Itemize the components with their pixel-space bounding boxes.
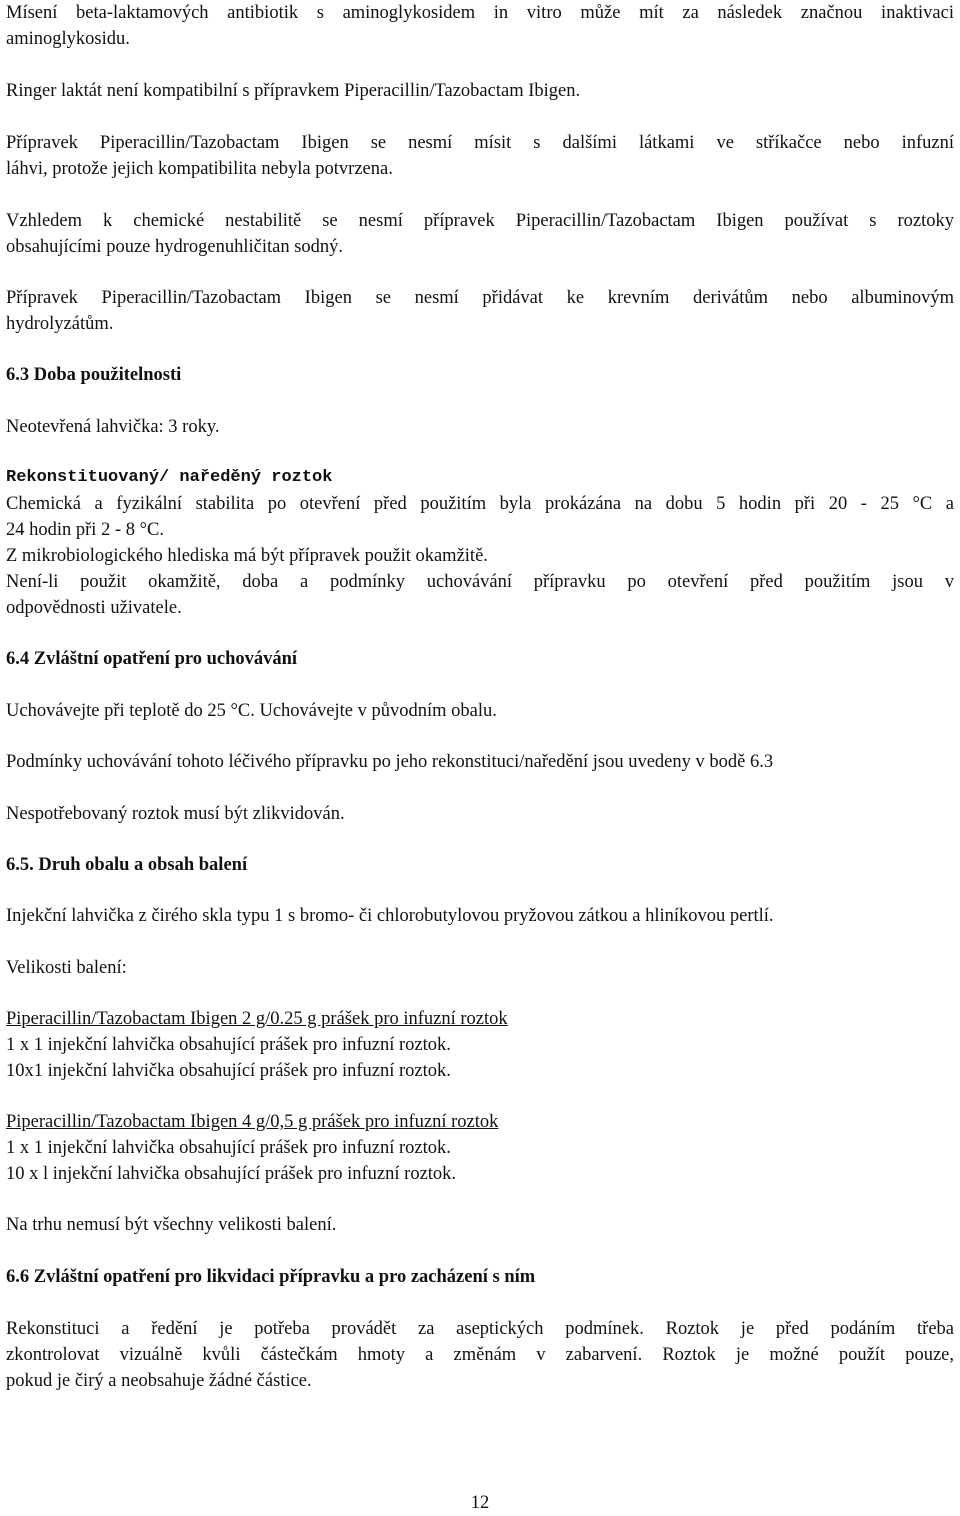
paragraph-line: Podmínky uchovávání tohoto léčivého přípravku po jeho rekonstituci/naředění jsou uvedeny v bodě 6.3 (6, 752, 774, 772)
paragraph-line: pokud je čirý a neobsahuje žádné částice. (6, 1371, 312, 1391)
product-title: Piperacillin/Tazobactam Ibigen 2 g/0.25 g prášek pro infuzní roztok (6, 1009, 508, 1029)
paragraph-line: Není-li použit okamžitě, doba a podmínky uchovávání přípravku po otevření před použitím jsou v (6, 572, 954, 592)
paragraph-line: Mísení beta-laktamových antibiotik s aminoglykosidem in vitro může mít za následek značnou inaktivaci (6, 3, 954, 23)
paragraph-line: Injekční lahvička z čirého skla typu 1 s bromo- či chlorobutylovou pryžovou zátkou a hliníkovou pertlí. (6, 906, 774, 926)
pack-size-note: Na trhu nemusí být všechny velikosti balení. (6, 1215, 337, 1235)
paragraph-line: aminoglykosidu. (6, 29, 130, 49)
paragraph-line: 24 hodin při 2 - 8 °C. (6, 520, 164, 540)
product-title: Piperacillin/Tazobactam Ibigen 4 g/0,5 g prášek pro infuzní roztok (6, 1112, 499, 1132)
section-heading-6-6: 6.6 Zvláštní opatření pro likvidaci přípravku a pro zacházení s ním (6, 1267, 536, 1287)
paragraph-line: Přípravek Piperacillin/Tazobactam Ibigen se nesmí mísit s dalšími látkami ve stříkačce nebo infuzní (6, 133, 954, 153)
paragraph-line: Vzhledem k chemické nestabilitě se nesmí přípravek Piperacillin/Tazobactam Ibigen používat s roztoky (6, 211, 954, 231)
paragraph-line: Přípravek Piperacillin/Tazobactam Ibigen se nesmí přidávat ke krevním derivátům nebo albuminovým (6, 288, 954, 308)
paragraph-line: zkontrolovat vizuálně kvůli částečkám hmoty a změnám v zabarvení. Roztok je možné použít pouze, (6, 1345, 954, 1365)
pack-size-item: 10x1 injekční lahvička obsahující prášek pro infuzní roztok. (6, 1061, 451, 1081)
section-heading-6-4: 6.4 Zvláštní opatření pro uchovávání (6, 649, 298, 669)
paragraph-line: Uchovávejte při teplotě do 25 °C. Uchovávejte v původním obalu. (6, 701, 497, 721)
pack-size-item: 10 x l injekční lahvička obsahující prášek pro infuzní roztok. (6, 1164, 457, 1184)
section-heading-6-5: 6.5. Druh obalu a obsah balení (6, 855, 248, 875)
paragraph-line: Z mikrobiologického hlediska má být přípravek použit okamžitě. (6, 546, 488, 566)
paragraph-line: hydrolyzátům. (6, 314, 114, 334)
paragraph-line: obsahujícími pouze hydrogenuhličitan sodný. (6, 237, 344, 257)
paragraph-line: Ringer laktát není kompatibilní s přípravkem Piperacillin/Tazobactam Ibigen. (6, 81, 581, 101)
unopened-shelf-life: Neotevřená lahvička: 3 roky. (6, 417, 220, 437)
paragraph-line: Rekonstituci a ředění je potřeba provádět za aseptických podmínek. Roztok je před podáním třeba (6, 1319, 954, 1339)
section-heading-6-3: 6.3 Doba použitelnosti (6, 365, 182, 385)
paragraph-line: Chemická a fyzikální stabilita po otevření před použitím byla prokázána na dobu 5 hodin při 20 - 25 °C a (6, 494, 954, 514)
pack-size-item: 1 x 1 injekční lahvička obsahující prášek pro infuzní roztok. (6, 1035, 451, 1055)
sub-heading-reconstituted: Rekonstituovaný/ naředěný roztok (6, 468, 333, 487)
paragraph-line: Nespotřebovaný roztok musí být zlikvidován. (6, 804, 345, 824)
paragraph-line: láhvi, protože jejich kompatibilita nebyla potvrzena. (6, 159, 393, 179)
paragraph-line: odpovědnosti uživatele. (6, 598, 182, 618)
page-number: 12 (470, 1493, 490, 1513)
pack-sizes-label: Velikosti balení: (6, 958, 127, 978)
pack-size-item: 1 x 1 injekční lahvička obsahující prášek pro infuzní roztok. (6, 1138, 451, 1158)
